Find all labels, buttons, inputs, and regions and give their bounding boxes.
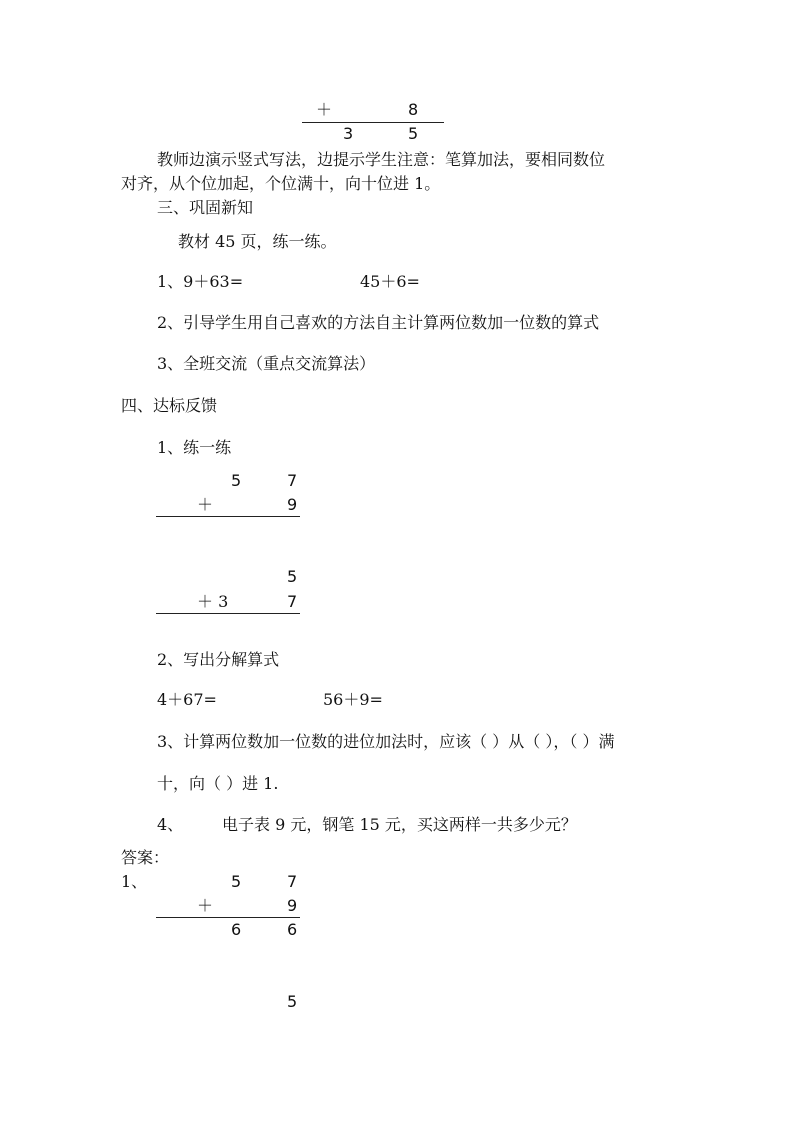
calc-a-line bbox=[156, 516, 300, 517]
calc-a-top-ones: 7 bbox=[287, 471, 298, 490]
s4-item3-line1: 3、计算两位数加一位数的进位加法时，应该（ ）从（ ），（ ）满 bbox=[157, 732, 615, 751]
plus-sign: ＋ bbox=[316, 100, 333, 119]
s3-item1-a: 1、9＋63= bbox=[157, 272, 244, 291]
calc-b-plus: ＋ 3 bbox=[197, 592, 229, 611]
calc-a-top-tens: 5 bbox=[231, 471, 242, 490]
answer-title: 答案： bbox=[121, 848, 170, 867]
answer-plus: ＋ bbox=[197, 896, 214, 915]
s4-item1: 1、练一练 bbox=[157, 438, 232, 457]
addend-digit: 8 bbox=[408, 100, 419, 119]
s4-item4-text: 电子表 9 元，钢笔 15 元，买这两样一共多少元？ bbox=[222, 815, 577, 834]
sum-line bbox=[302, 122, 444, 123]
s3-item3: 3、全班交流（重点交流算法） bbox=[157, 354, 376, 373]
s3-item1-b: 45＋6= bbox=[360, 272, 420, 291]
answer-sum-tens: 6 bbox=[231, 920, 242, 939]
answer2-top-ones: 5 bbox=[287, 992, 298, 1011]
answer-top-tens: 5 bbox=[231, 872, 242, 891]
section3-title: 三、巩固新知 bbox=[157, 198, 254, 217]
calc-a-plus: ＋ bbox=[197, 495, 214, 514]
s3-item2: 2、引导学生用自己喜欢的方法自主计算两位数加一位数的算式 bbox=[157, 313, 600, 332]
sum-ones-digit: 5 bbox=[408, 124, 419, 143]
s4-item3-line2: 十，向（ ）进 1. bbox=[157, 774, 279, 793]
s4-item4-num: 4、 bbox=[157, 815, 184, 834]
section3-ref: 教材 45 页，练一练。 bbox=[178, 232, 337, 251]
s4-item2-b: 56＋9= bbox=[323, 690, 383, 709]
answer-line bbox=[156, 917, 300, 918]
s4-item2: 2、写出分解算式 bbox=[157, 650, 280, 669]
demo-text-line1: 教师边演示竖式写法，边提示学生注意：笔算加法，要相同数位 bbox=[157, 150, 606, 169]
answer-sum-ones: 6 bbox=[287, 920, 298, 939]
answer-item1: 1、 bbox=[121, 872, 148, 891]
demo-text-line2: 对齐，从个位加起，个位满十，向十位进 1。 bbox=[121, 174, 441, 193]
section4-title: 四、达标反馈 bbox=[121, 396, 218, 415]
calc-b-line bbox=[156, 613, 300, 614]
sum-tens-digit: 3 bbox=[343, 124, 354, 143]
s4-item2-a: 4＋67= bbox=[157, 690, 217, 709]
calc-b-addend: 7 bbox=[287, 592, 298, 611]
answer-addend: 9 bbox=[287, 896, 298, 915]
calc-a-addend: 9 bbox=[287, 495, 298, 514]
answer-top-ones: 7 bbox=[287, 872, 298, 891]
calc-b-top-ones: 5 bbox=[287, 567, 298, 586]
